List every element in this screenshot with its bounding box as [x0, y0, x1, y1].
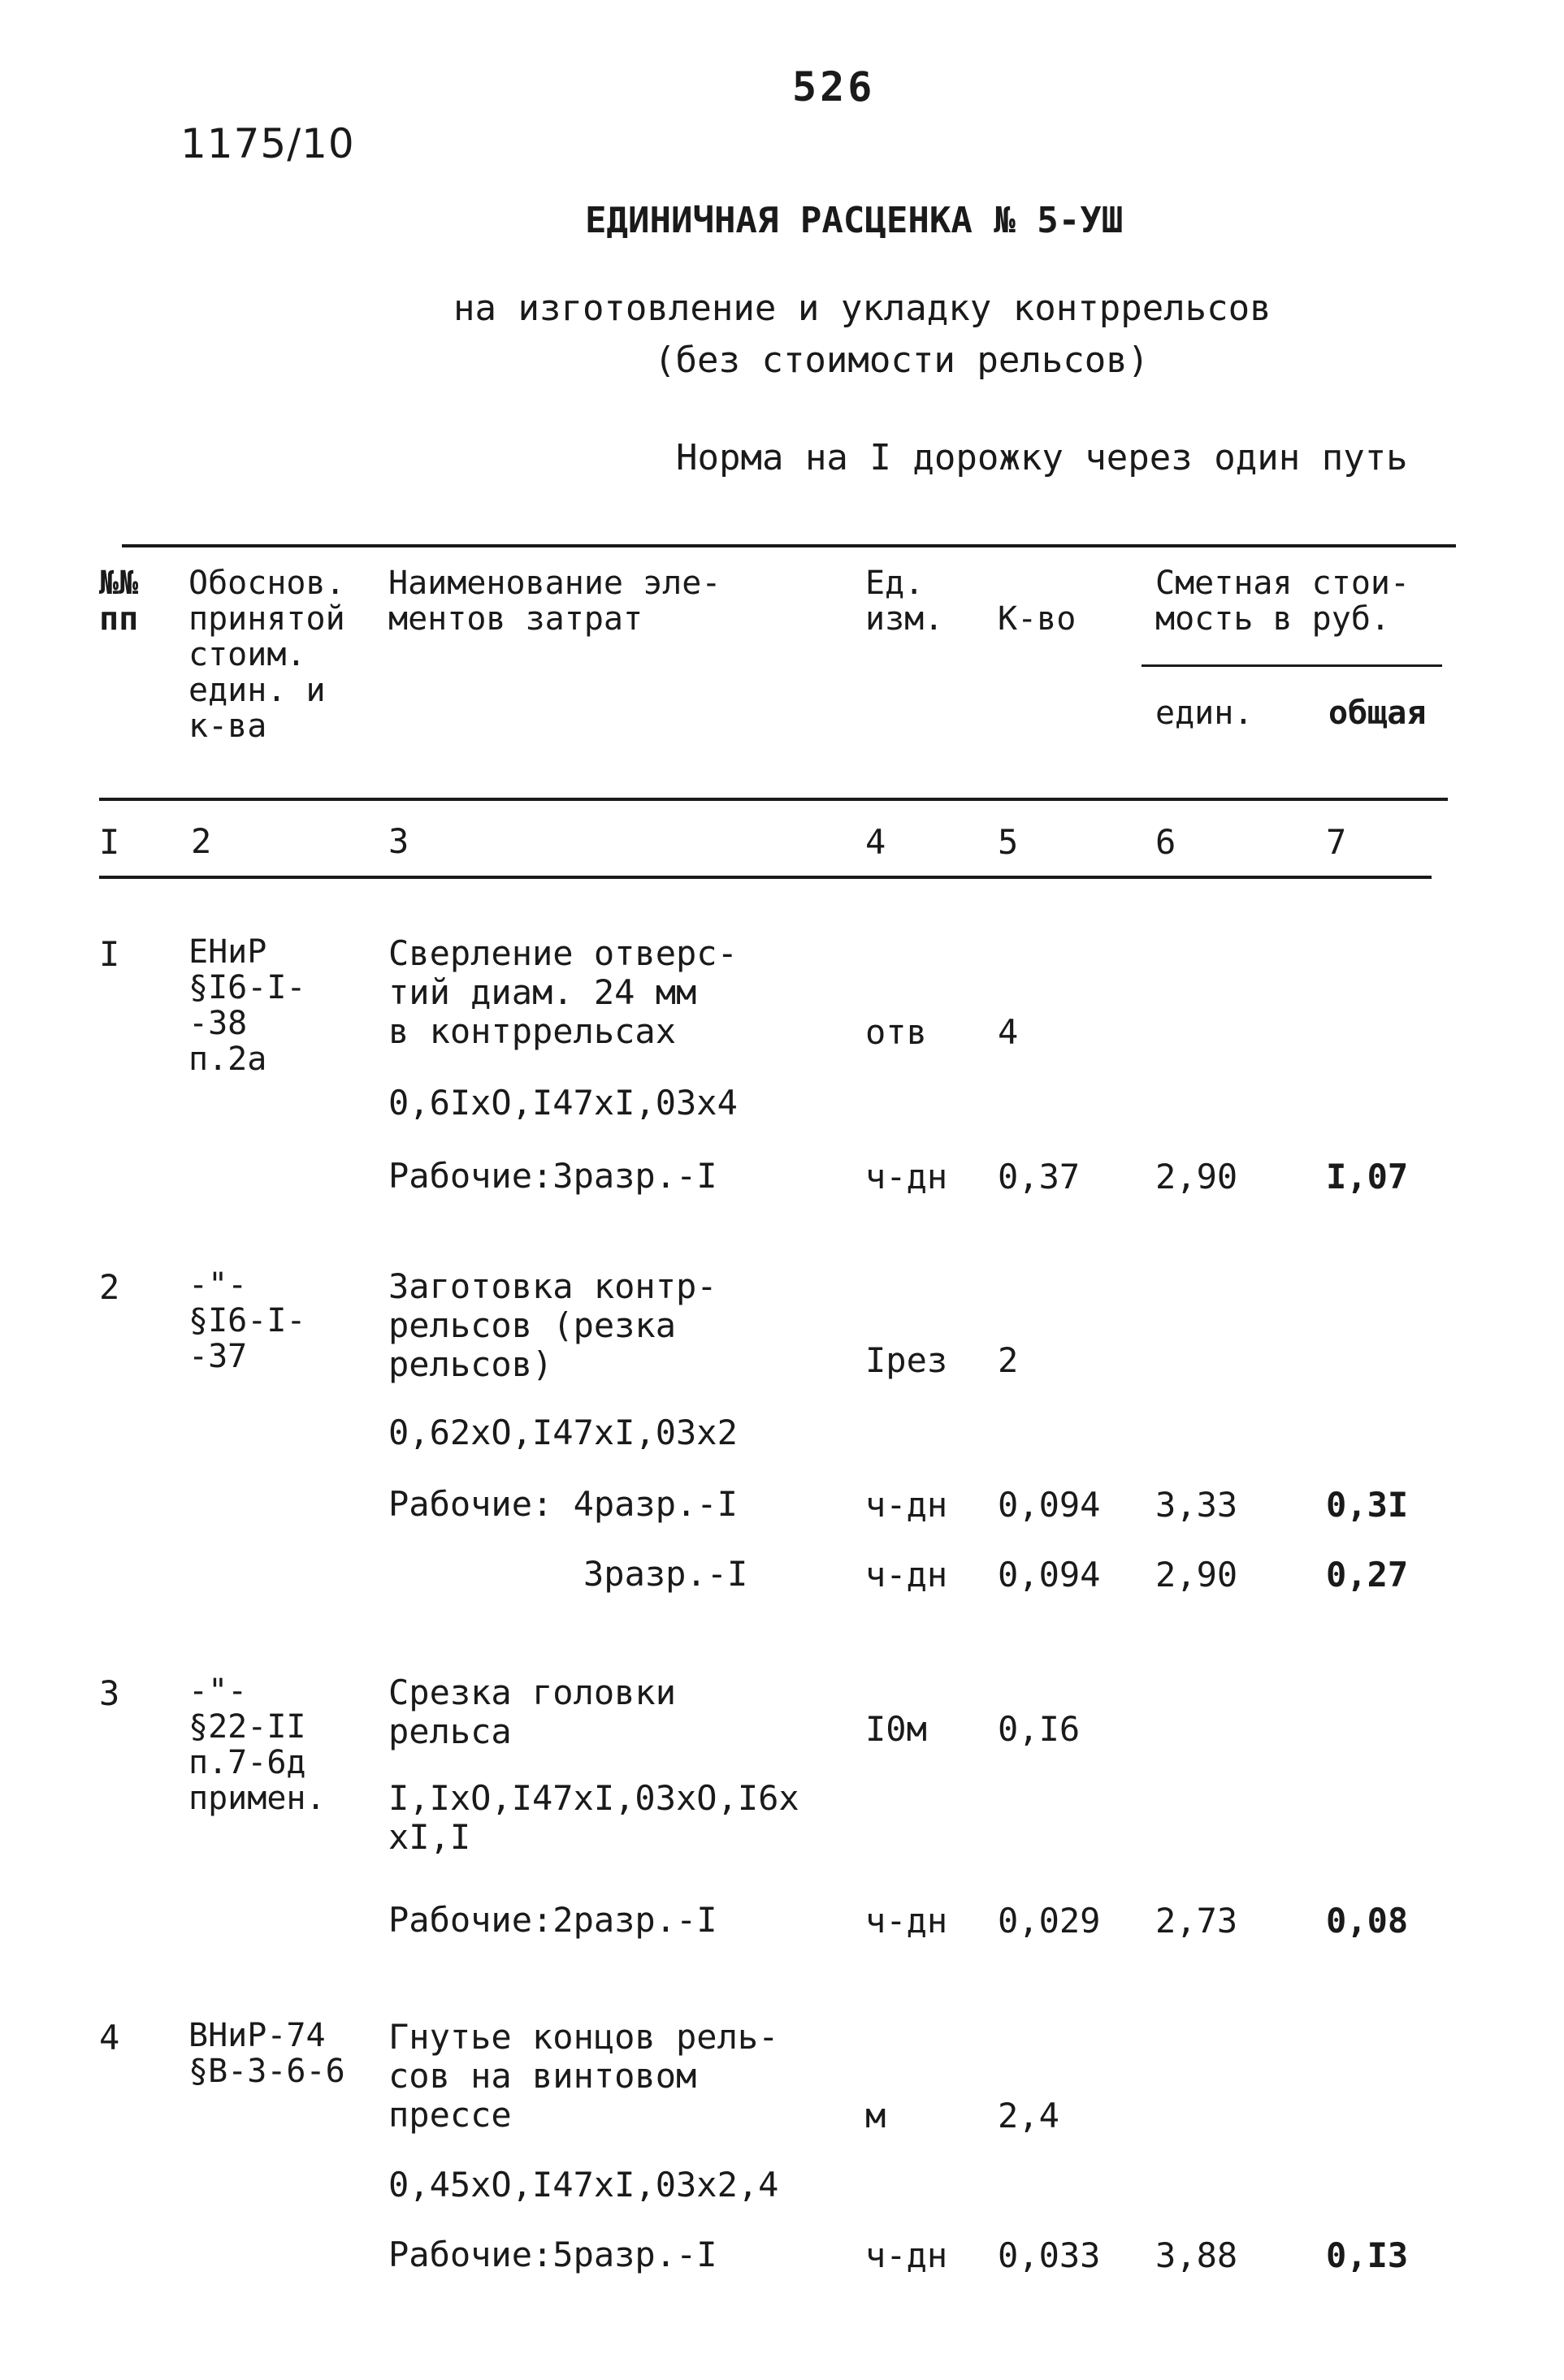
- worker-unit: ч-дн: [865, 1157, 948, 1196]
- row-number: 4: [99, 2018, 120, 2058]
- col-number-5: 5: [998, 822, 1019, 862]
- worker-qty: 0,094: [998, 1485, 1101, 1525]
- worker-price: 2,73: [1155, 1901, 1238, 1941]
- col-number-6: 6: [1155, 822, 1176, 862]
- row-name: Срезка головки рельса: [388, 1672, 677, 1751]
- col-number-2: 2: [191, 821, 212, 861]
- header-col7: общая: [1328, 695, 1427, 732]
- worker-price: 2,90: [1155, 1555, 1238, 1595]
- worker-label: Рабочие:2разр.-I: [388, 1900, 717, 1940]
- document-subtitle-line1: на изготовление и укладку контррельсов: [453, 288, 1272, 329]
- row-formula: 0,6IxO,I47xI,03x4: [388, 1083, 738, 1123]
- worker-price: 2,90: [1155, 1157, 1238, 1196]
- worker-price: 3,88: [1155, 2235, 1238, 2275]
- col-number-1: I: [99, 822, 120, 862]
- document-title: ЕДИНИЧНАЯ РАСЦЕНКА № 5-УШ: [585, 200, 1124, 241]
- row-unit: Iрез: [865, 1340, 948, 1380]
- row-number: 3: [99, 1673, 120, 1713]
- row-qty: 0,I6: [998, 1709, 1081, 1749]
- worker-label: Рабочие: 4разр.-I: [388, 1484, 738, 1524]
- worker-total: 0,3I: [1326, 1485, 1409, 1525]
- worker-total: I,07: [1326, 1157, 1409, 1196]
- header-col2: Обоснов. принятой стоим. един. и к-ва: [188, 565, 345, 745]
- row-number: 2: [99, 1267, 120, 1307]
- worker-qty: 0,37: [998, 1157, 1081, 1196]
- row-name: Заготовка контр- рельсов (резка рельсов): [388, 1266, 717, 1384]
- row-qty: 2,4: [998, 2096, 1059, 2136]
- row-basis: -"- §I6-I- -37: [188, 1266, 306, 1375]
- worker-unit: ч-дн: [865, 1485, 948, 1525]
- header-col67: Сметная стои- мость в руб.: [1155, 565, 1410, 638]
- row-basis: ЕНиР §I6-I- -38 п.2а: [188, 933, 306, 1078]
- worker-total: 0,27: [1326, 1555, 1409, 1595]
- col-number-4: 4: [865, 822, 886, 862]
- worker-label: Рабочие:5разр.-I: [388, 2235, 717, 2274]
- row-basis: ВНиР-74 §В-3-6-6: [188, 2017, 345, 2090]
- row-formula: 0,45xO,I47xI,03x2,4: [388, 2165, 779, 2205]
- worker-qty: 0,029: [998, 1901, 1101, 1941]
- header-col5: К-во: [998, 600, 1077, 638]
- worker-qty: 0,094: [998, 1555, 1101, 1595]
- row-name: Гнутье концов рель- сов на винтовом прессе: [388, 2017, 779, 2135]
- worker-label: 3разр.-I: [583, 1554, 748, 1594]
- worker-label: Рабочие:3разр.-I: [388, 1156, 717, 1196]
- worker-unit: ч-дн: [865, 1555, 948, 1595]
- header-col1: №№ пп: [99, 565, 139, 638]
- document-subtitle-line2: (без стоимости рельсов): [654, 340, 1150, 381]
- worker-qty: 0,033: [998, 2235, 1101, 2275]
- header-bottom-rule: [99, 798, 1448, 801]
- worker-price: 3,33: [1155, 1485, 1238, 1525]
- row-formula: 0,62xO,I47xI,03x2: [388, 1413, 738, 1452]
- table-top-rule: [122, 544, 1456, 547]
- row-unit: отв: [865, 1012, 927, 1052]
- header-subrule: [1142, 664, 1442, 667]
- worker-unit: ч-дн: [865, 2235, 948, 2275]
- page-number: 526: [792, 63, 876, 110]
- row-basis: -"- §22-II п.7-6д примен.: [188, 1672, 326, 1817]
- row-qty: 2: [998, 1340, 1019, 1380]
- worker-total: 0,I3: [1326, 2235, 1409, 2275]
- header-col4: Ед. изм.: [865, 565, 944, 638]
- col-number-7: 7: [1326, 822, 1347, 862]
- col-number-3: 3: [388, 821, 409, 861]
- worker-total: 0,08: [1326, 1901, 1409, 1941]
- norm-note: Норма на I дорожку через один путь: [676, 437, 1408, 478]
- row-qty: 4: [998, 1012, 1019, 1052]
- row-name: Сверление отверс- тий диам. 24 мм в контррельсах: [388, 933, 738, 1051]
- worker-unit: ч-дн: [865, 1901, 948, 1941]
- header-col3: Наименование эле- ментов затрат: [388, 565, 721, 638]
- row-unit: I0м: [865, 1709, 927, 1749]
- row-number: I: [99, 934, 120, 974]
- row-formula: I,IxO,I47xI,03xO,I6x xI,I: [388, 1778, 799, 1857]
- doc-number: 1175/10: [180, 120, 355, 167]
- header-col6: един.: [1155, 695, 1254, 732]
- row-unit: м: [865, 2096, 886, 2136]
- colnum-bottom-rule: [99, 876, 1432, 879]
